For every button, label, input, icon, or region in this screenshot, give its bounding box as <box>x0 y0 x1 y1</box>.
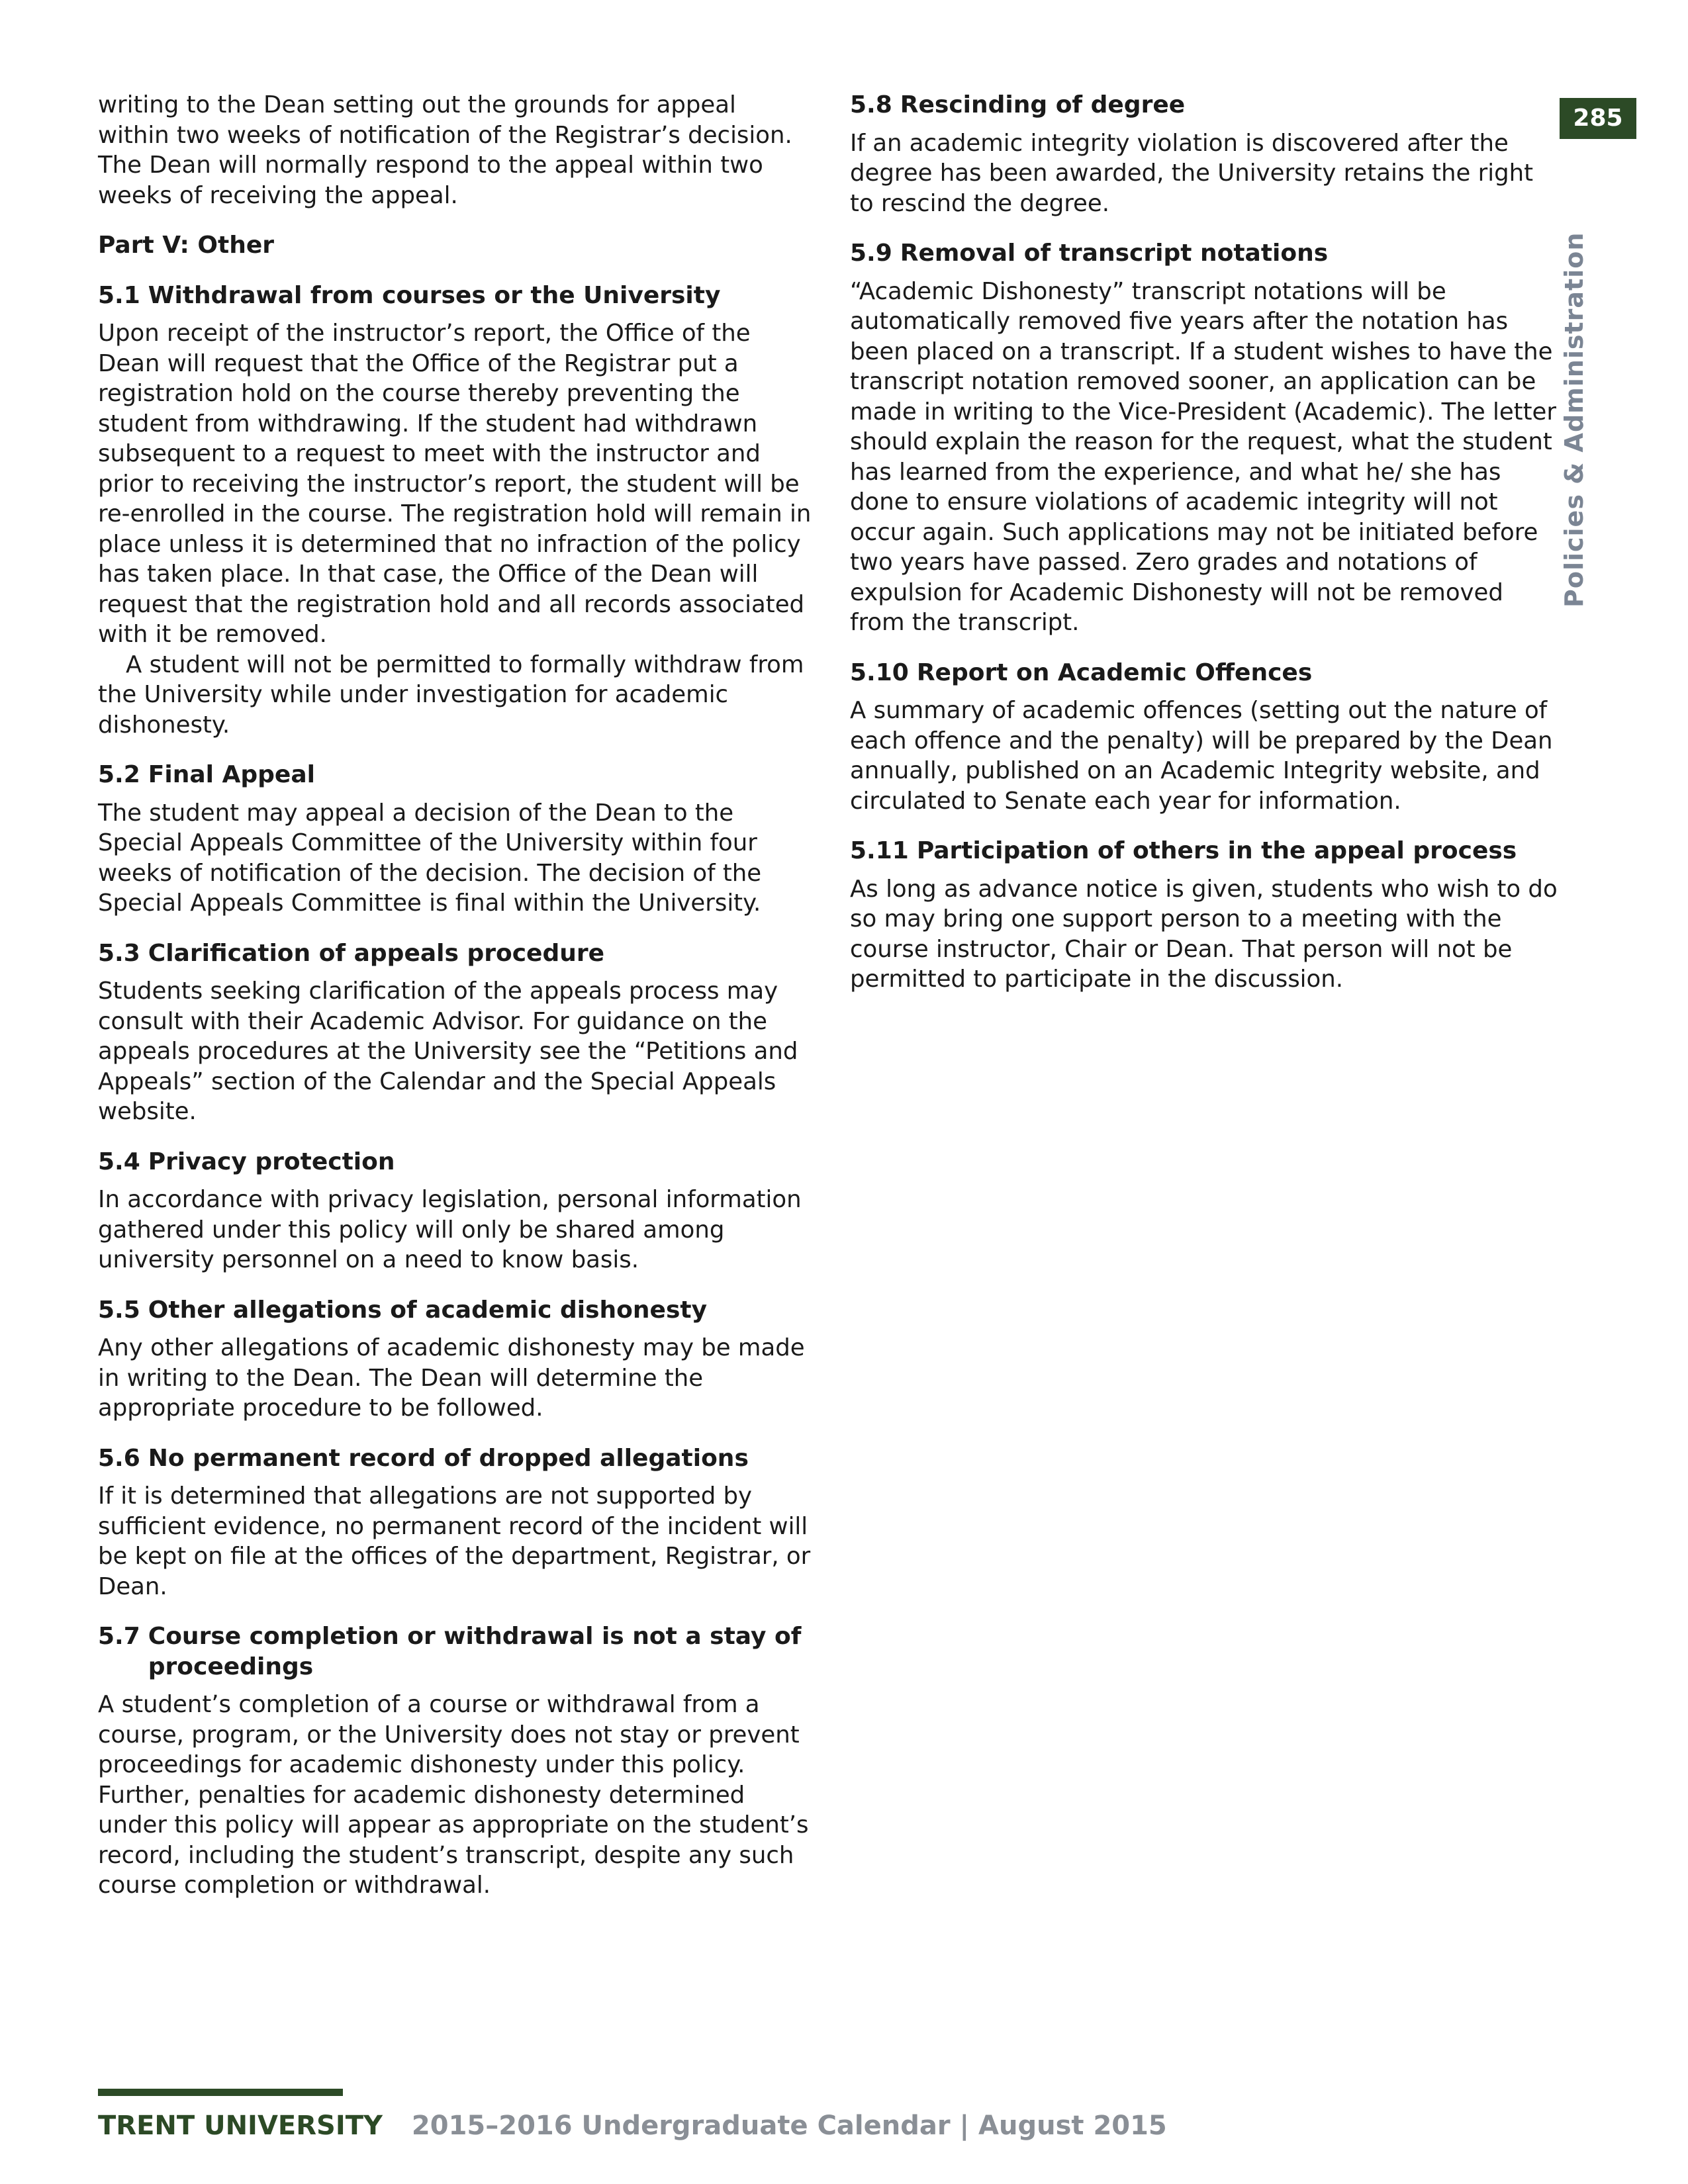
section-title: Course completion or withdrawal is not a stay of proceedings <box>148 1623 802 1680</box>
page-footer <box>98 2107 1167 2144</box>
section-5-9-paragraph: “Academic Dishonesty” transcript notations will be automatically removed five years after the notation has been placed on a transcript. If a student wishes to have the transcript notation removed sooner, an application can be made in writing to the Vice-President (Academic). The letter should explain the reason for the request, what the student has learned from the experience, and what he/ she has done to ensure violations of academic integrity will not occur again. Such applications may not be initiated before two years have passed. Zero grades and notations of expulsion for Academic Dishonesty will not be removed from the transcript. <box>850 277 1556 636</box>
footer-calendar-title: 2015–2016 Undergraduate Calendar | August 2015 <box>411 2111 1167 2141</box>
section-heading-5-6 <box>98 1443 813 1474</box>
right-column <box>850 90 1562 995</box>
section-heading-5-10 <box>850 658 1562 688</box>
section-number: 5.5 <box>98 1296 140 1324</box>
section-number: 5.6 <box>98 1444 140 1472</box>
section-title: Privacy protection <box>148 1148 395 1175</box>
intro-paragraph: writing to the Dean setting out the grounds for appeal within two weeks of notification of the Registrar’s decision. The Dean will normally respond to the appeal within two weeks of receiving the appeal. <box>98 91 792 209</box>
section-number: 5.3 <box>98 939 140 967</box>
section-heading-5-2 <box>98 760 813 790</box>
section-heading-5-3 <box>98 938 813 969</box>
section-5-2-paragraph: The student may appeal a decision of the Dean to the Special Appeals Committee of the University within four weeks of notification of the decision. The decision of the Special Appeals Committee is final within the University. <box>98 799 762 917</box>
section-heading-5-9 <box>850 238 1562 269</box>
left-column <box>98 90 813 1901</box>
section-title: No permanent record of dropped allegations <box>148 1444 749 1472</box>
section-5-7-paragraph: A student’s completion of a course or withdrawal from a course, program, or the University does not stay or prevent proceedings for academic dishonesty under this policy. Further, penalties for academic dishonesty determined under this policy will appear as appropriate on the student’s record, including the student’s transcript, despite any such course completion or withdrawal. <box>98 1691 809 1899</box>
section-heading-5-4 <box>98 1147 813 1177</box>
part-title: Part V: Other <box>98 232 274 259</box>
section-heading-5-11 <box>850 836 1562 866</box>
section-heading-5-8 <box>850 90 1562 120</box>
section-5-10-paragraph: A summary of academic offences (setting out the nature of each offence and the penalty) will be prepared by the Dean annually, published on an Academic Integrity website, and circulated to Senate each year for information. <box>850 697 1553 815</box>
section-5-1-paragraph-2: A student will not be permitted to formally withdraw from the University while under investigation for academic dishonesty. <box>98 651 804 739</box>
section-number: 5.4 <box>98 1148 140 1175</box>
section-title: Other allegations of academic dishonesty <box>148 1296 708 1324</box>
section-title: Removal of transcript notations <box>900 240 1329 267</box>
section-title: Rescinding of degree <box>900 91 1186 118</box>
section-title: Withdrawal from courses or the University <box>148 281 721 309</box>
section-heading-5-7 <box>98 1621 813 1682</box>
section-number: 5.1 <box>98 281 140 309</box>
section-5-8-paragraph: If an academic integrity violation is discovered after the degree has been awarded, the University retains the right to rescind the degree. <box>850 129 1534 217</box>
section-number: 5.11 <box>850 837 909 864</box>
section-title: Clarification of appeals procedure <box>148 939 605 967</box>
section-heading-5-1 <box>98 281 813 311</box>
section-title: Final Appeal <box>148 761 315 788</box>
section-5-3-paragraph: Students seeking clarification of the appeals process may consult with their Academic Advisor. For guidance on the appeals procedures at the University see the “Petitions and Appeals” section of the Calendar and the Special Appeals website. <box>98 978 798 1125</box>
section-5-5-paragraph: Any other allegations of academic dishonesty may be made in writing to the Dean. The Dean will determine the appropriate procedure to be followed. <box>98 1334 805 1422</box>
section-title: Report on Academic Offences <box>916 659 1313 686</box>
section-5-1-paragraph-1: Upon receipt of the instructor’s report, the Office of the Dean will request that the Office of the Registrar put a registration hold on the course thereby preventing the student from withdrawing. If the student had withdrawn subsequent to a request to meet with the instructor and prior to receiving the instructor’s report, the student will be re-enrolled in the course. The registration hold will remain in place unless it is determined that no infraction of the policy has taken place. In that case, the Office of the Dean will request that the registration hold and all records associated with it be removed. <box>98 320 812 648</box>
section-5-11-paragraph: As long as advance notice is given, students who wish to do so may bring one support person to a meeting with the course instructor, Chair or Dean. That person will not be permitted to participate in the discussion. <box>850 875 1558 993</box>
section-number: 5.7 <box>98 1623 140 1650</box>
section-number: 5.2 <box>98 761 140 788</box>
page-number-badge: 285 <box>1560 98 1636 139</box>
section-title: Participation of others in the appeal process <box>916 837 1517 864</box>
section-side-tab: Policies & Administration <box>1560 232 1589 608</box>
section-heading-5-5 <box>98 1295 813 1326</box>
footer-rule <box>98 2089 343 2096</box>
section-number: 5.10 <box>850 659 909 686</box>
section-5-4-paragraph: In accordance with privacy legislation, personal information gathered under this policy will only be shared among university personnel on a need to know basis. <box>98 1186 802 1273</box>
section-5-6-paragraph: If it is determined that allegations are not supported by sufficient evidence, no permanent record of the incident will be kept on file at the offices of the department, Registrar, or Dean. <box>98 1482 811 1600</box>
section-number: 5.8 <box>850 91 892 118</box>
footer-university-name: TRENT UNIVERSITY <box>98 2111 383 2141</box>
section-number: 5.9 <box>850 240 892 267</box>
